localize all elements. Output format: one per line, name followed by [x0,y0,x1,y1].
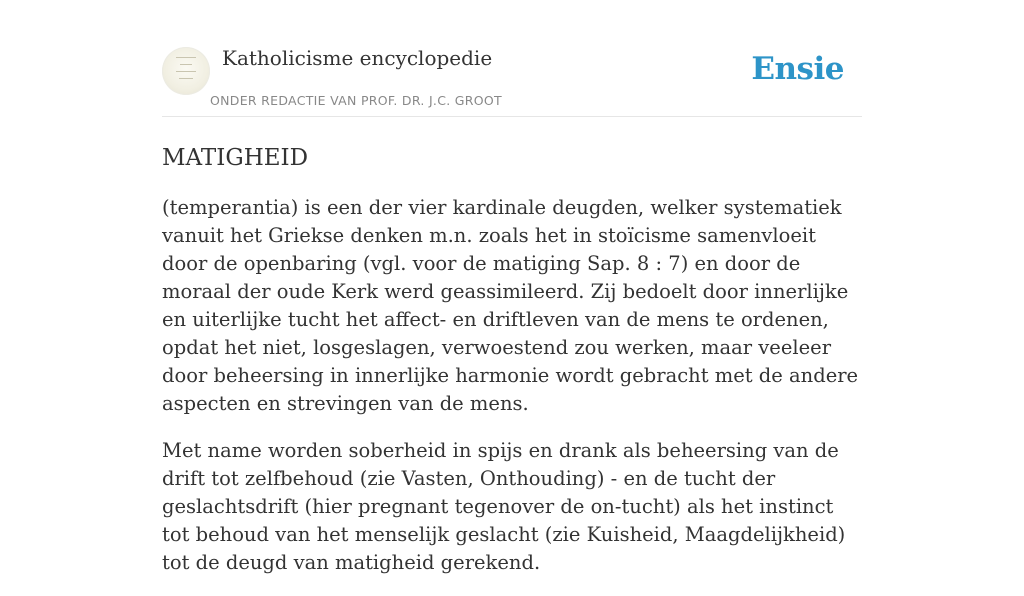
cover-line-decoration [176,57,196,58]
entry-body [162,194,862,577]
book-subtitle: ONDER REDACTIE VAN PROF. DR. J.C. GROOT [210,93,502,108]
cover-line-decoration [180,64,192,65]
entry-paragraph: Met name worden soberheid in spijs en drank als beheersing van de drift tot zelfbehoud (zie Vasten, Onthouding) - en de tucht der geslachtsdrift (hier pregnant tegenover de on-tucht) als het instinct tot behoud van het menselijk geslacht (zie Kuisheid, Maagdelijkheid) tot de deugd van matigheid gerekend. [162,439,846,574]
header [162,0,862,117]
ensie-logo[interactable]: Ensie [751,51,844,87]
book-cover-thumbnail[interactable] [162,47,210,95]
book-title[interactable]: Katholicisme encyclopedie [222,46,493,70]
page-container [162,0,862,596]
cover-line-decoration [176,71,196,72]
entry-title: MATIGHEID [162,145,309,171]
cover-line-decoration [179,78,193,79]
entry-paragraph: (temperantia) is een der vier kardinale deugden, welker systematiek vanuit het Griekse denken m.n. zoals het in stoïcisme samenvloeit door de openbaring (vgl. voor de matiging Sap. 8 : 7) en door de moraal der oude Kerk werd geassimileerd. Zij bedoelt door innerlijke en uiterlijke tucht het affect- en driftleven van de mens te ordenen, opdat het niet, losgeslagen, verwoestend zou werken, maar veeleer door beheersing in innerlijke harmonie wordt gebracht met de andere aspecten en strevingen van de mens. [162,196,859,415]
